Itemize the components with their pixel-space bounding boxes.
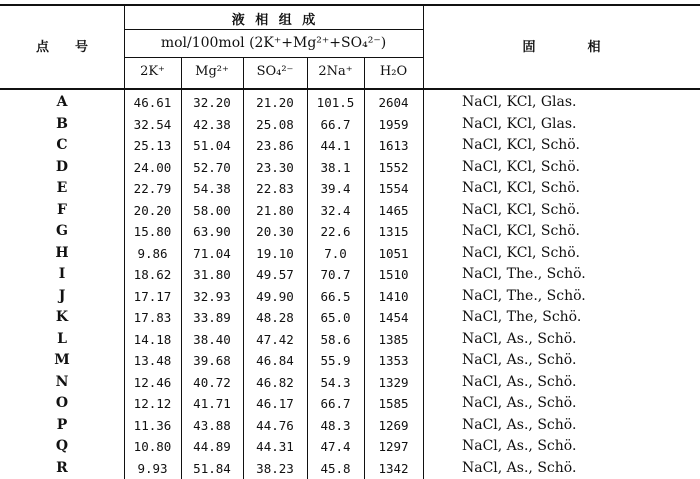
mg-cell: 39.68 (193, 353, 231, 368)
so4-cell: 46.82 (256, 374, 294, 390)
na2-cell: 55.9 (320, 353, 351, 368)
table-row (0, 114, 700, 136)
solid-phase-cell: NaCl, As., Schö. (462, 352, 577, 368)
na2-cell: 58.6 (320, 331, 351, 347)
point-cell: M (54, 352, 70, 368)
k2-cell: 12.46 (133, 374, 172, 390)
so4-cell: 23.30 (256, 159, 294, 175)
na2-cell: 66.5 (320, 288, 351, 304)
solid-phase-cell: NaCl, KCl, Schö. (462, 180, 580, 196)
mg-cell: 54.38 (193, 181, 231, 196)
mg-cell: 41.71 (193, 396, 231, 411)
solid-phase-cell: NaCl, KCl, Schö. (462, 201, 580, 218)
h2o-cell: 1410 (378, 288, 409, 304)
so4-cell: 49.57 (256, 267, 294, 282)
na2-cell: 66.7 (320, 116, 351, 132)
table-row (0, 157, 700, 179)
so4-cell: 20.30 (256, 224, 294, 239)
top-rule (0, 4, 700, 6)
k2-cell: 13.48 (133, 353, 172, 368)
na2-cell: 38.1 (320, 159, 351, 175)
table-row (0, 286, 700, 308)
table-row (0, 415, 700, 437)
point-column-header: 点 号 (35, 40, 88, 55)
point-cell: A (56, 94, 68, 110)
column-header-2na: 2Na⁺ (318, 64, 353, 79)
point-cell: L (57, 330, 67, 347)
so4-cell: 23.86 (256, 138, 294, 153)
na2-cell: 7.0 (324, 245, 347, 261)
h2o-cell: 1959 (378, 116, 409, 132)
na2-cell: 54.3 (320, 374, 351, 390)
unit-label: mol/100mol (2K⁺+Mg²⁺+SO₄²⁻) (160, 35, 387, 51)
table-row (0, 92, 700, 114)
solid-phase-cell: NaCl, As., Schö. (462, 330, 577, 347)
na2-cell: 47.4 (320, 439, 351, 454)
mg-cell: 31.80 (193, 267, 231, 282)
solid-phase-cell: NaCl, The., Schö. (462, 266, 586, 282)
table-row (0, 264, 700, 286)
k2-cell: 25.13 (133, 138, 172, 153)
so4-cell: 46.17 (256, 396, 294, 411)
solid-phase-cell: NaCl, The., Schö. (462, 287, 586, 304)
point-cell: J (58, 287, 66, 304)
so4-cell: 48.28 (256, 310, 294, 325)
point-cell: D (55, 158, 69, 175)
so4-cell: 21.80 (256, 202, 294, 218)
k2-cell: 18.62 (133, 267, 172, 282)
table-row (0, 200, 700, 222)
table-row (0, 436, 700, 458)
na2-cell: 101.5 (316, 95, 355, 110)
mg-cell: 44.89 (193, 439, 231, 454)
so4-cell: 44.31 (256, 439, 294, 454)
unit-rule (124, 57, 423, 58)
liquid-title-rule (124, 29, 423, 30)
so4-cell: 49.90 (256, 288, 294, 304)
point-cell: H (55, 244, 69, 261)
na2-cell: 66.7 (320, 396, 351, 411)
table-row (0, 372, 700, 394)
h2o-cell: 1353 (378, 353, 409, 368)
header-bottom-rule (0, 88, 700, 90)
column-header-so4: SO₄²⁻ (256, 64, 294, 79)
point-cell: K (55, 309, 69, 325)
k2-cell: 46.61 (133, 95, 172, 110)
h2o-cell: 1329 (378, 374, 409, 390)
h2o-cell: 1269 (378, 417, 409, 433)
h2o-cell: 1342 (378, 460, 409, 476)
column-header-mg: Mg²⁺ (195, 64, 229, 79)
solid-phase-cell: NaCl, As., Schö. (462, 395, 577, 411)
mg-cell: 32.93 (193, 288, 231, 304)
k2-cell: 24.00 (133, 159, 172, 175)
so4-cell: 22.83 (256, 181, 294, 196)
point-cell: B (56, 115, 68, 132)
solid-phase-cell: NaCl, KCl, Schö. (462, 158, 580, 175)
na2-cell: 32.4 (320, 202, 351, 218)
solid-phase-cell: NaCl, KCl, Schö. (462, 244, 580, 261)
solid-phase-cell: NaCl, As., Schö. (462, 438, 577, 454)
point-cell: G (56, 223, 68, 239)
table-row (0, 243, 700, 265)
h2o-cell: 1554 (378, 181, 409, 196)
so4-cell: 19.10 (256, 245, 294, 261)
h2o-cell: 1510 (378, 267, 409, 282)
h2o-cell: 1454 (378, 310, 409, 325)
h2o-cell: 1552 (378, 159, 409, 175)
table-row (0, 307, 700, 329)
so4-cell: 25.08 (256, 116, 294, 132)
solid-phase-cell: NaCl, As., Schö. (462, 416, 577, 433)
liquid-phase-title: 液 相 组 成 (231, 13, 316, 28)
na2-cell: 39.4 (320, 181, 351, 196)
table-row (0, 458, 700, 479)
so4-cell: 44.76 (256, 417, 294, 433)
point-cell: F (57, 201, 67, 218)
na2-cell: 45.8 (320, 460, 351, 476)
k2-cell: 22.79 (133, 181, 172, 196)
column-header-2k: 2K⁺ (140, 64, 165, 79)
na2-cell: 44.1 (320, 138, 351, 153)
mg-cell: 51.84 (193, 460, 231, 476)
mg-cell: 42.38 (193, 116, 231, 132)
h2o-cell: 1385 (378, 331, 409, 347)
mg-cell: 71.04 (193, 245, 231, 261)
k2-cell: 9.93 (137, 460, 168, 476)
na2-cell: 70.7 (320, 267, 351, 282)
h2o-cell: 1613 (378, 138, 409, 153)
mg-cell: 43.88 (193, 417, 231, 433)
mg-cell: 52.70 (193, 159, 231, 175)
k2-cell: 11.36 (133, 417, 172, 433)
so4-cell: 46.84 (256, 353, 294, 368)
table-row (0, 329, 700, 351)
table-row (0, 393, 700, 415)
mg-cell: 40.72 (193, 374, 231, 390)
solid-phase-cell: NaCl, As., Schö. (462, 459, 577, 476)
k2-cell: 17.17 (133, 288, 172, 304)
mg-cell: 58.00 (193, 202, 231, 218)
k2-cell: 14.18 (133, 331, 172, 347)
so4-cell: 21.20 (256, 95, 294, 110)
h2o-cell: 1465 (378, 202, 409, 218)
mg-cell: 32.20 (193, 95, 231, 110)
solid-phase-cell: NaCl, KCl, Glas. (462, 94, 577, 110)
k2-cell: 20.20 (133, 202, 172, 218)
k2-cell: 9.86 (137, 245, 168, 261)
mg-cell: 63.90 (193, 224, 231, 239)
solid-phase-cell: NaCl, The, Schö. (462, 309, 582, 325)
column-header-h2o: H₂O (379, 64, 408, 79)
k2-cell: 17.83 (133, 310, 172, 325)
point-cell: I (58, 266, 66, 282)
k2-cell: 12.12 (133, 396, 172, 411)
point-cell: P (56, 416, 68, 433)
table-row (0, 350, 700, 372)
na2-cell: 22.6 (320, 224, 351, 239)
point-cell: C (56, 137, 68, 153)
table-row (0, 178, 700, 200)
h2o-cell: 1051 (378, 245, 409, 261)
h2o-cell: 1315 (378, 224, 409, 239)
point-cell: N (55, 373, 69, 390)
point-cell: O (55, 395, 69, 411)
mg-cell: 33.89 (193, 310, 231, 325)
table-row (0, 135, 700, 157)
mg-cell: 51.04 (193, 138, 231, 153)
solid-phase-cell: NaCl, KCl, Schö. (462, 137, 580, 153)
table-row (0, 221, 700, 243)
solid-phase-cell: NaCl, As., Schö. (462, 373, 577, 390)
k2-cell: 15.80 (133, 224, 172, 239)
h2o-cell: 1585 (378, 396, 409, 411)
k2-cell: 10.80 (133, 439, 172, 454)
h2o-cell: 1297 (378, 439, 409, 454)
so4-cell: 47.42 (256, 331, 294, 347)
h2o-cell: 2604 (378, 95, 409, 110)
point-cell: R (56, 459, 68, 476)
point-cell: E (56, 180, 68, 196)
solid-phase-header: 固 相 (522, 40, 601, 55)
point-cell: Q (55, 438, 69, 454)
solid-phase-cell: NaCl, KCl, Schö. (462, 223, 580, 239)
mg-cell: 38.40 (193, 331, 231, 347)
na2-cell: 48.3 (320, 417, 351, 433)
so4-cell: 38.23 (256, 460, 294, 476)
k2-cell: 32.54 (133, 116, 172, 132)
na2-cell: 65.0 (320, 310, 351, 325)
solid-phase-cell: NaCl, KCl, Glas. (462, 115, 577, 132)
